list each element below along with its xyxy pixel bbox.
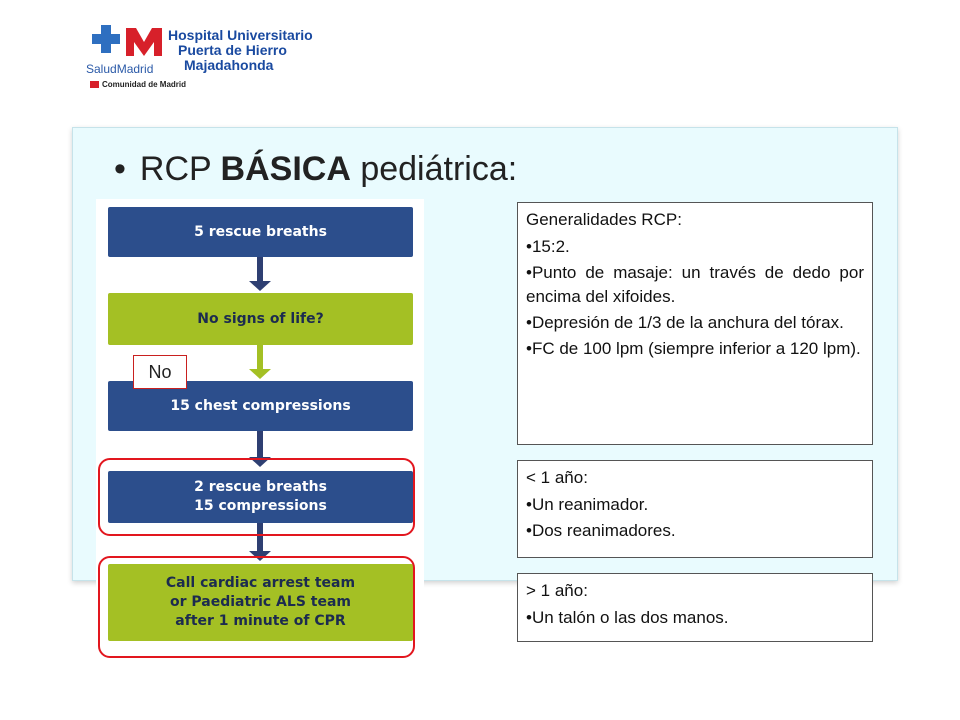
info-over-one-heading: > 1 año: <box>526 581 588 600</box>
page-title <box>114 150 517 189</box>
step-chest-compressions-label: 15 chest compressions <box>170 397 351 414</box>
saludmadrid-wordmark: SaludMadrid <box>86 62 154 76</box>
info-general-item-text: Punto de masaje: un través de dedo por encima del xifoides. <box>526 263 864 306</box>
info-general-item: •Punto de masaje: un través de dedo por encima del xifoides. <box>526 263 864 306</box>
info-over-one-item: •Un talón o las dos manos. <box>526 608 729 627</box>
info-under-one-item-text: Un reanimador. <box>531 495 649 514</box>
arrow-down-icon <box>253 345 267 379</box>
info-under-one-item-text: Dos reanimadores. <box>531 521 676 540</box>
comunidad-label: Comunidad de Madrid <box>102 80 186 89</box>
info-under-one-item: •Un reanimador. <box>526 495 649 514</box>
info-box-under-one <box>517 460 873 558</box>
title-pre: RCP <box>139 150 221 188</box>
info-over-one-item-text: Un talón o las dos manos. <box>531 608 729 627</box>
title-bullet: • <box>114 150 126 188</box>
title-post: pediátrica: <box>350 150 518 188</box>
info-general-heading: Generalidades RCP: <box>526 210 682 229</box>
highlight-ring-breaths <box>98 458 415 536</box>
hospital-name-line2: Puerta de Hierro <box>178 42 287 58</box>
info-general-item: •15:2. <box>526 237 570 256</box>
step-breaths-line2: 15 compressions <box>194 498 327 514</box>
hospital-name <box>168 28 313 73</box>
step-call-line3: after 1 minute of CPR <box>175 613 346 629</box>
hospital-logo <box>72 22 332 97</box>
step-call-line1: Call cardiac arrest team <box>165 575 356 591</box>
info-general-item: •FC de 100 lpm (siempre inferior a 120 lpm). <box>526 339 861 358</box>
hospital-name-line3: Majadahonda <box>184 57 274 73</box>
comunidad-madrid-wordmark <box>90 80 186 89</box>
info-general-item-text: 15:2. <box>531 237 570 256</box>
info-general-item-text: Depresión de 1/3 de la anchura del tórax. <box>531 313 844 332</box>
highlight-ring-call <box>98 556 415 658</box>
title-bold: BÁSICA <box>220 150 351 188</box>
info-under-one-heading: < 1 año: <box>526 468 588 487</box>
step-no-signs-of-life <box>108 293 413 345</box>
step-no-signs-label: No signs of life? <box>197 310 324 327</box>
step-rescue-breaths <box>108 207 413 257</box>
step-call-line2: or Paediatric ALS team <box>170 594 351 610</box>
arrow-down-icon <box>253 257 267 291</box>
info-box-general <box>517 202 873 445</box>
comunidad-flag-icon <box>90 81 99 88</box>
hospital-name-line1: Hospital Universitario <box>168 27 313 43</box>
info-box-over-one <box>517 573 873 642</box>
step-rescue-breaths-label: 5 rescue breaths <box>194 223 327 240</box>
step-breaths-line1: 2 rescue breaths <box>194 479 327 495</box>
saludmadrid-emblem-icon <box>82 22 177 64</box>
info-general-item-text: FC de 100 lpm (siempre inferior a 120 lpm). <box>531 339 861 358</box>
info-under-one-item: •Dos reanimadores. <box>526 521 676 540</box>
info-general-item: •Depresión de 1/3 de la anchura del tórax. <box>526 313 844 332</box>
no-label: No <box>133 355 187 389</box>
